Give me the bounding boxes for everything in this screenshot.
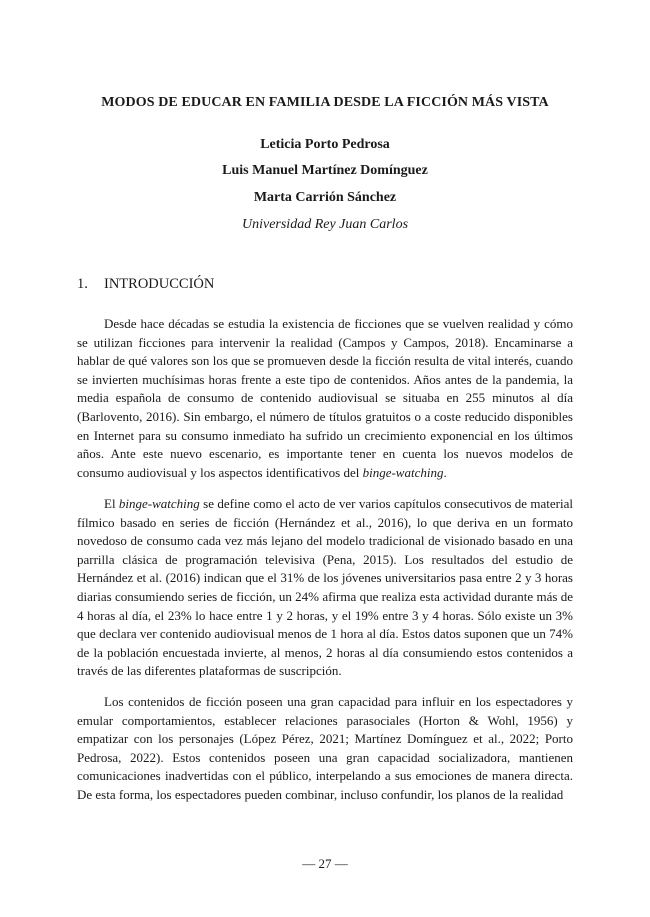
body-paragraph: Los contenidos de ficción poseen una gran capacidad para influir en los espectadores y emular comportamientos, establecer relaciones parasociales (Horton & Wohl, 1956) y empatizar con los personajes (López Pérez, 2021; Martínez Domínguez et al., 2022; Porto Pedrosa, 2022). Estos contenidos poseen una gran capacidad socializadora, mantienen comunicaciones inadvertidas con el público, interpelando a sus emociones de manera directa. De esta forma, los espectadores pueden combinar, incluso confundir, los planos de la realidad [77, 694, 573, 802]
author-name: Leticia Porto Pedrosa [260, 137, 390, 152]
italic-term: binge-watching [362, 464, 444, 480]
body-paragraph [77, 495, 573, 681]
paragraph-text: se define como el acto de ver varios capítulos consecutivos de material fílmico basado en series de ficción (Hernández et al., 2016), lo que deriva en un formato novedoso de consumo cada vez más lejano del modelo tradicional de visionado basado en una parrilla clásica de programación televisiva (Pena, 2015). Los resultados del estudio de Hernández et al. (2016) indican que el 31% de los jóvenes universitarios pasa entre 2 y 3 horas diarias consumiendo series de ficción, un 24% afirma que realiza esta actividad durante más de 4 horas al día, el 23% lo hace entre 1 y 2 horas, y el 19% entre 3 y 4 horas. Sólo existe un 3% que declara ver contenido audiovisual menos de 1 hora al día. Estos datos suponen que un 74% de la población encuestada invierte, al menos, 2 horas al día consumiendo estos contenidos a través de las diferentes plataformas de suscripción. [77, 496, 573, 679]
paragraph-text: Desde hace décadas se estudia la existencia de ficciones que se vuelven realidad y cómo se utilizan ficciones para intervenir la realidad (Campos y Campos, 2018). Encaminarse a hablar de qué valores son los que se promueven desde la ficción resulta de vital interés, cuando se invierten muchísimas horas frente a este tipo de contenidos. Años antes de la pandemia, la media española de consumo de contenido audiovisual se situaba en 255 minutos al día (Barlovento, 2016). Sin embargo, el número de títulos gratuitos o a coste reducido disponibles en Internet para su consumo inmediato ha sufrido un crecimiento exponencial en los últimos años. Ante este nuevo escenario, es importante tener en cuenta los nuevos modelos de consumo audiovisual y los aspectos identificativos del [77, 316, 573, 480]
section-title: INTRODUCCIÓN [104, 276, 215, 292]
paragraph-text: . [443, 464, 447, 480]
section-number: 1. [77, 276, 88, 292]
page-number: — 27 — [302, 856, 348, 871]
author-name: Luis Manuel Martínez Domínguez [222, 163, 428, 178]
paper-title: MODOS DE EDUCAR EN FAMILIA DESDE LA FICCIÓN MÁS VISTA [101, 95, 549, 110]
section-heading [77, 276, 214, 293]
body-paragraph [77, 315, 573, 482]
author-name: Marta Carrión Sánchez [253, 190, 397, 205]
author-affiliation: Universidad Rey Juan Carlos [241, 217, 409, 232]
italic-term: binge-watching [118, 496, 200, 511]
paragraph-text: El [104, 496, 119, 511]
